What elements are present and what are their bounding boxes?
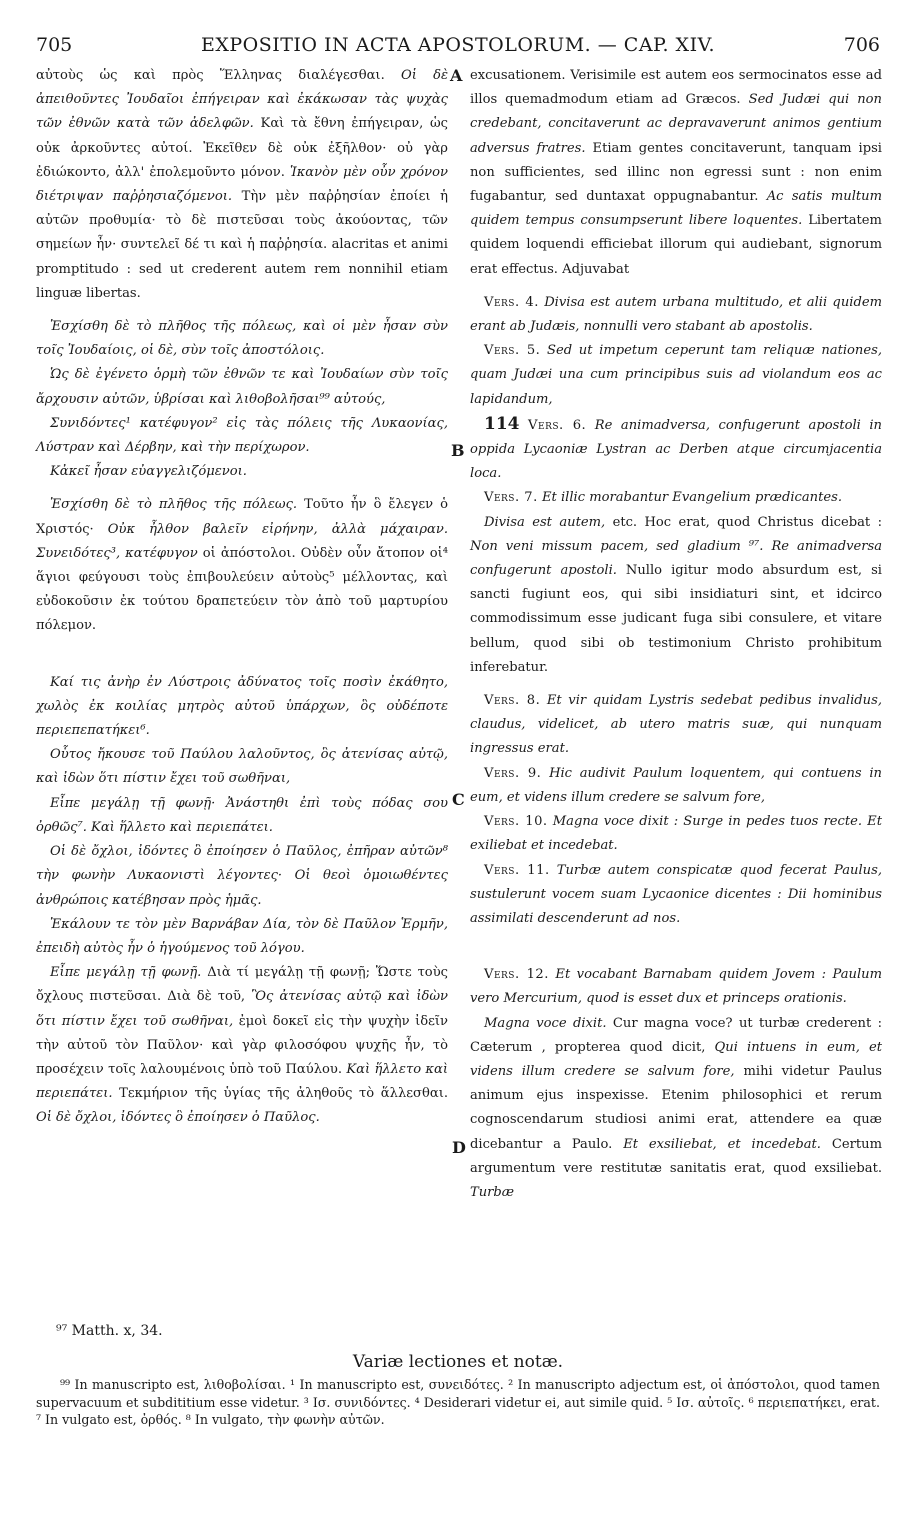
notes-title: Variæ lectiones et notæ. xyxy=(352,1352,564,1372)
greek-verse-quote: Ἱκανὸν μὲν οὖν χρόνον διέτριψαν παῤῥησιαζόμενοι. xyxy=(36,164,448,205)
verse-text: Et illic morabantur Evangelium prædicantes. xyxy=(541,490,842,506)
greek-verse-quote: Εἶπε μεγάλῃ τῇ φωνῇ. xyxy=(50,965,202,981)
latin-paragraph-intro xyxy=(470,64,882,282)
latin-verse-8 xyxy=(470,689,882,762)
verse-label: Vers. 9. xyxy=(484,765,542,781)
latin-verse-4 xyxy=(470,291,882,339)
greek-verse-quote: Οἱ δὲ ἀπειθοῦντες Ἰουδαῖοι ἐπήγειραν καὶ ἐκάκωσαν τὰς ψυχὰς τῶν ἐθνῶν κατὰ τῶν ἀδελφῶν. xyxy=(36,68,448,132)
greek-text: Τεκμήριον τῆς ὑγίας τῆς ἀληθοῦς τὸ ἅλλεσθαι. xyxy=(119,1086,448,1102)
greek-verse-quote: Καὶ ἥλλετο καὶ περιεπάτει. xyxy=(36,1061,448,1102)
running-title: EXPOSITIO IN ACTA APOSTOLORUM. — CAP. XIV. xyxy=(200,34,716,56)
verse-label: Vers. 4. xyxy=(484,294,539,310)
latin-verse-12 xyxy=(470,963,882,1011)
verse-label: Vers. 5. xyxy=(484,343,541,359)
column-number: 114 xyxy=(484,413,520,434)
verse-label: Vers. 11. xyxy=(484,862,550,878)
verse-text: Sed ut impetum ceperunt tam reliquæ nationes, quam Judæi una cum principibus suis ad violandum eos ac lapidandum, xyxy=(470,343,882,407)
footnote-reference: ⁹⁷ Matth. x, 34. xyxy=(56,1323,163,1339)
greek-verse-4: Ἐσχίσθη δὲ τὸ πλῆθος τῆς πόλεως, καὶ οἱ μὲν ἦσαν σὺν τοῖς Ἰουδαίοις, οἱ δὲ, σὺν τοῖς ἀποστόλοις. xyxy=(36,319,448,359)
latin-verse-9 xyxy=(470,762,882,810)
greek-text: οἱ ἀπόστολοι. Οὐδὲν οὖν ἄτοπον οἱ⁴ ἅγιοι φεύγουσι τοὺς ἐπιβουλεύειν αὐτοὺς⁵ μέλλοντας, καὶ εὐδοκοῦσιν ἐκ τούτου δραπετεύειν τὸν ἀπὸ τοῦ μαρτυρίου πόλεμον. xyxy=(36,545,448,634)
latin-text: Nullo igitur modo absurdum est, si sancti fugiunt eos, qui sibi insidiaturi sint, et idcirco commodissimum esse judicant fuga sibi consulere, et vitare bellum, quod sibi ob testimonium Christo prohibitum inferebatur. xyxy=(470,563,882,675)
latin-verse-quote: Qui intuens in eum, et videns illum credere se salvum fore, xyxy=(470,1039,882,1079)
verse-text: Magna voce dixit : Surge in pedes tuos recte. Et exiliebat et incedebat. xyxy=(470,814,882,854)
latin-text: Libertatem quidem loquendi efficiebat illorum qui audiebant, signorum erat effectus. Adjuvabat xyxy=(470,213,882,277)
greek-verse-5: Ὡς δὲ ἐγένετο ὁρμὴ τῶν ἐθνῶν τε καὶ Ἰουδαίων σὺν τοῖς ἄρχουσιν αὐτῶν, ὑβρίσαι καὶ λιθοβολῆσαι⁹⁹ αὐτούς, xyxy=(36,367,448,407)
latin-verse-quote: Sed Judæi qui non credebant, concitaverunt ac depravaverunt animos gentium adversus fratres. xyxy=(470,92,882,156)
greek-text: Τὴν μὲν παῤῥησίαν ἐποίει ἡ αὐτῶν προθυμία· τὸ δὲ πιστεῦσαι τοὺς ἀκούοντας, τῶν σημείων ἦν· συντελεῖ δέ τι καὶ ἡ παῤῥησία. xyxy=(36,189,449,253)
greek-verse-quote: Οὐκ ἦλθον βαλεῖν εἰρήνην, ἀλλὰ μάχαιραν. xyxy=(107,521,448,537)
greek-verse-10: Εἶπε μεγάλῃ τῇ φωνῇ· Ἀνάστηθι ἐπὶ τοὺς πόδας σου ὀρθῶς⁷. Καὶ ἥλλετο καὶ περιεπάτει. xyxy=(36,795,448,835)
latin-verse-quote: Magna voce dixit. xyxy=(484,1015,607,1031)
greek-paragraph-intro xyxy=(36,64,448,306)
verse-text: Hic audivit Paulum loquentem, qui contuens in eum, et videns illum credere se salvum fore, xyxy=(470,765,882,805)
column-marker-d: D xyxy=(452,1138,466,1157)
greek-text: Διὰ τί μεγάλῃ τῇ φωνῇ; Ὥστε τοὺς ὄχλους πιστεῦσαι. Διὰ δὲ τοῦ, xyxy=(36,965,448,1005)
verse-label: Vers. 8. xyxy=(484,693,541,709)
latin-verse-5 xyxy=(470,339,882,412)
greek-verse-quote: Ἐσχίσθη δὲ τὸ πλῆθος τῆς πόλεως. xyxy=(50,497,298,513)
latin-commentary-1 xyxy=(470,511,882,680)
latin-verse-quote: Divisa est autem, xyxy=(484,514,606,530)
latin-verse-7 xyxy=(470,486,882,510)
greek-text: Τοῦτο ἦν ὃ ἔλεγεν ὁ Χριστός· xyxy=(36,497,448,537)
latin-column xyxy=(470,64,882,1205)
greek-text: αὐτοὺς ὡς καὶ πρὸς Ἕλληνας διαλέγεσθαι. xyxy=(36,68,385,83)
greek-text: ἐμοὶ δοκεῖ εἰς τὴν ψυχὴν ἰδεῖν τὴν αὐτοῦ τὸν Παῦλον· καὶ γὰρ φιλοσόφου ψυχῆς ἦν, τὸ προσέχειν τοῖς λαλουμένοις ὑπὸ τοῦ Παύλου. xyxy=(36,1013,449,1077)
verse-label: Vers. 12. xyxy=(484,967,549,983)
latin-fragment: alacritas et animi promptitudo : sed ut crederent autem rem nonnihil etiam linguæ libertas. xyxy=(36,237,448,301)
greek-text: Καὶ τὰ ἔθνη ἐπήγειραν, ὡς οὐκ ἀρκοῦντες αὐτοί. Ἐκεῖθεν δὲ οὐκ ἐξῆλθον· οὐ γὰρ ἐδιώκοντο, ἀλλ' ἐπολεμοῦντο μόνον. xyxy=(36,116,448,180)
verse-text: Divisa est autem urbana multitudo, et alii quidem erant ab Judæis, nonnulli vero stabant ab apostolis. xyxy=(470,294,882,335)
greek-verse-7: Κἀκεῖ ἦσαν εὐαγγελιζόμενοι. xyxy=(50,464,247,480)
greek-verse-quote: Συνειδότες³, κατέφυγον xyxy=(36,545,198,561)
latin-text: Cur magna voce? ut turbæ crederent : Cæterum , propterea quod dicit, xyxy=(470,1015,882,1055)
latin-verse-11 xyxy=(470,859,882,932)
latin-verse-10 xyxy=(470,810,882,858)
greek-verse-6: Συνιδόντες¹ κατέφυγον² εἰς τὰς πόλεις τῆς Λυκαονίας, Λύστραν καὶ Δέρβην, καὶ τὴν περίχωρον. xyxy=(36,415,448,456)
latin-text: excusationem. Verisimile est autem eos sermocinatos esse ad illos quemadmodum etiam ad Græcos. xyxy=(470,68,882,108)
verse-text: Et vocabant Barnabam quidem Jovem : Paulum vero Mercurium, quod is esset dux et princeps orationis. xyxy=(470,967,882,1007)
greek-verse-8: Καί τις ἀνὴρ ἐν Λύστροις ἀδύνατος τοῖς ποσὶν ἐκάθητο, χωλὸς ἐκ κοιλίας μητρὸς αὐτοῦ ὑπάρχων, ὃς οὐδέποτε περιεπεπατήκει⁶. xyxy=(36,674,448,739)
latin-text: Etiam gentes concitaverunt, tanquam ipsi non sufficientes, sed illinc non egressi sunt : non enim fugabantur, sed duntaxat oppugnabantur. xyxy=(470,140,882,205)
verse-label: Vers. 6. xyxy=(528,417,587,433)
page-number-left: 705 xyxy=(36,34,73,56)
latin-verse-quote: Turbæ xyxy=(470,1184,515,1200)
greek-verse-12: Ἐκάλουν τε τὸν μὲν Βαρνάβαν Δία, τὸν δὲ Παῦλον Ἑρμῆν, ἐπειδὴ αὐτὸς ἦν ὁ ἡγούμενος τοῦ λόγου. xyxy=(36,916,448,956)
latin-text: Certum argumentum vere restitutæ sanitatis erat, quod exsiliebat. xyxy=(470,1136,882,1176)
column-marker-b: B xyxy=(451,441,465,460)
verse-text: Re animadversa, confugerunt apostoli in oppida Lycaoniæ Lystran ac Derben atque circumjacentia loca. xyxy=(470,417,882,482)
page-number-right: 706 xyxy=(843,34,880,56)
greek-verse-quote: Ὃς ἀτενίσας αὐτῷ καὶ ἰδὼν ὅτι πίστιν ἔχει τοῦ σωθῆναι, xyxy=(36,989,448,1029)
latin-text: mihi videtur Paulus animum ejus inspexisse. Etenim philosophici et rerum cognoscendarum studiosi animi erat, attendere ea quæ dicebantur a Paulo. xyxy=(470,1063,882,1152)
column-marker-a: A xyxy=(450,66,463,85)
latin-verse-6 xyxy=(470,412,882,487)
column-marker-c: C xyxy=(452,790,465,809)
verse-text: Turbæ autem conspicatæ quod fecerat Paulus, sustulerunt vocem suam Lycaonice dicentes : Dii hominibus assimilati descenderunt ad nos. xyxy=(470,862,882,926)
latin-text: etc. Hoc erat, quod Christus dicebat : xyxy=(612,514,882,530)
greek-verse-quote: Οἱ δὲ ὄχλοι, ἰδόντες ὃ ἐποίησεν ὁ Παῦλος. xyxy=(36,1110,320,1126)
greek-verse-9: Οὗτος ἤκουσε τοῦ Παύλου λαλοῦντος, ὃς ἀτενίσας αὐτῷ, καὶ ἰδὼν ὅτι πίστιν ἔχει τοῦ σωθῆναι, xyxy=(36,747,448,787)
verse-text: Et vir quidam Lystris sedebat pedibus invalidus, claudus, videlicet, ab utero matris suæ, qui nunquam ingressus erat. xyxy=(470,693,882,757)
greek-column xyxy=(36,64,448,1131)
running-header xyxy=(36,34,880,60)
greek-verse-11: Οἱ δὲ ὄχλοι, ἰδόντες ὃ ἐποίησεν ὁ Παῦλος, ἐπῆραν αὐτῶν⁸ τὴν φωνὴν Λυκαονιστὶ λέγοντες· Οἱ θεοὶ ὁμοιωθέντες ἀνθρώποις κατέβησαν πρὸς ἡμᾶς. xyxy=(36,844,448,908)
latin-verse-quote: Ac satis multum quidem tempus consumpserunt libere loquentes. xyxy=(470,189,882,229)
verse-label: Vers. 10. xyxy=(484,814,548,830)
latin-verse-quote: Re animadversa confugerunt apostoli. xyxy=(470,538,883,579)
latin-commentary-2 xyxy=(470,1012,882,1206)
greek-commentary-2 xyxy=(36,961,448,1130)
variant-notes: ⁹⁹ In manuscripto est, λιθοβολίσαι. ¹ In manuscripto est, συνειδότες. ² In manuscripto adjectum est, οἱ ἀπόστολοι, quod tamen supervacuum et subdititium esse videtur. ³ Ισ. συνιδόντες. ⁴ Desiderari videtur ei, aut simile quid. ⁵ Ισ. αὐτοῖς. ⁶ περιεπατήκει, erat. ⁷ In vulgato est, ὀρθός. ⁸ In vulgato, τὴν φωνὴν αὐτῶν. xyxy=(36,1377,880,1427)
latin-verse-quote: Et exsiliebat, et incedebat. xyxy=(623,1136,821,1152)
verse-label: Vers. 7. xyxy=(484,490,538,506)
greek-commentary-1 xyxy=(36,493,448,638)
latin-verse-quote: Non veni missum pacem, sed gladium ⁹⁷. xyxy=(470,538,764,554)
